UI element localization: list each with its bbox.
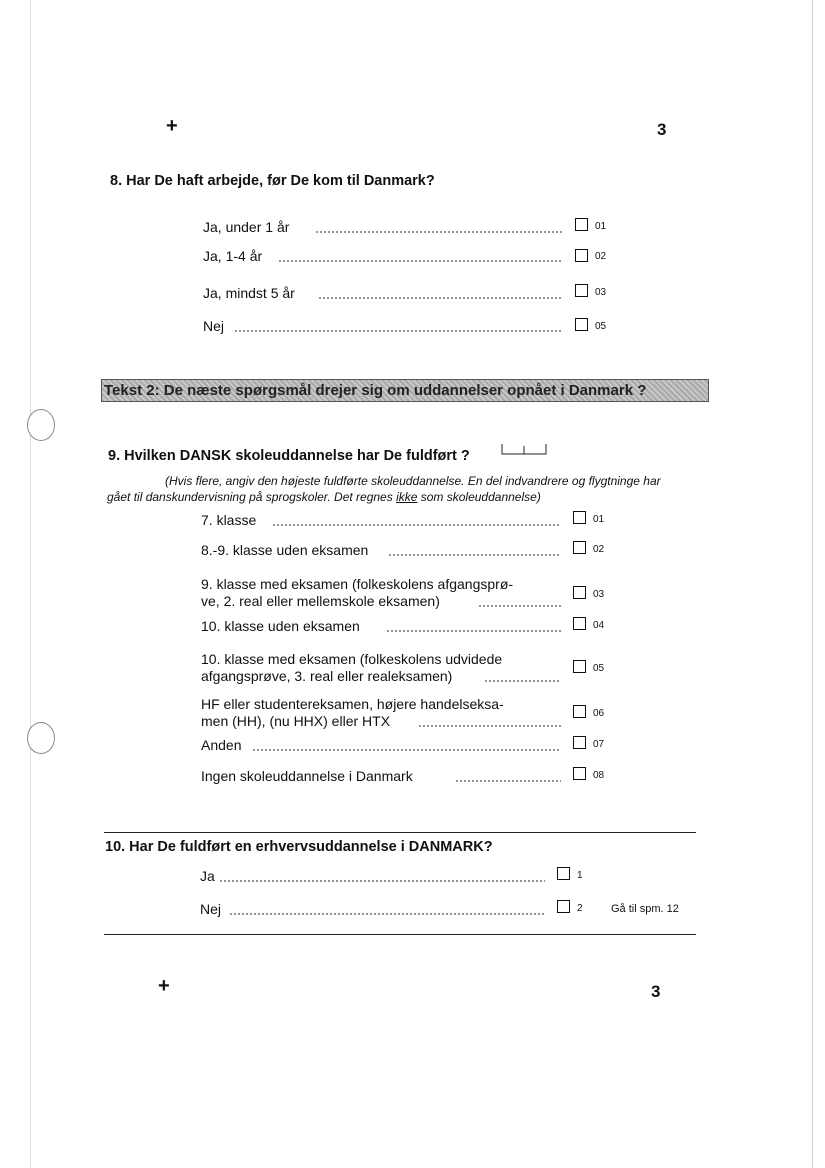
registration-cross-bottom: + (158, 975, 170, 997)
checkbox-q9-07[interactable] (573, 736, 586, 749)
dot-leader (388, 554, 561, 556)
q9-coding-boxes (500, 442, 550, 458)
question-9-title (108, 448, 470, 464)
checkbox-q9-01[interactable] (573, 511, 586, 524)
checkbox-q8-01[interactable] (575, 218, 588, 231)
option-label-line-1: 10. klasse med eksamen (folkeskolens udvidede (201, 651, 503, 667)
option-code: 07 (593, 739, 605, 750)
option-label: Nej (200, 901, 222, 917)
option-code: 03 (593, 589, 605, 600)
option-code: 06 (593, 708, 605, 719)
dot-leader (272, 524, 561, 526)
q10-top-rule (104, 832, 696, 833)
option-label: Nej (203, 318, 225, 334)
question-9-title-tail: ? (460, 448, 470, 464)
dot-leader (252, 749, 561, 751)
option-code: 02 (595, 251, 607, 262)
q9-instruction-line-2 (107, 490, 541, 505)
registration-cross-top: + (166, 115, 178, 137)
page-number-top: 3 (657, 120, 667, 139)
option-code: 01 (593, 514, 605, 525)
option-label: Ja, mindst 5 år (203, 285, 295, 301)
option-code: 04 (593, 620, 605, 631)
option-code: 05 (593, 663, 605, 674)
instruction-emphasis: ikke (396, 490, 418, 504)
checkbox-q9-08[interactable] (573, 767, 586, 780)
checkbox-q8-02[interactable] (575, 249, 588, 262)
dot-leader (219, 880, 545, 882)
dot-leader (455, 780, 561, 782)
option-label-line-2: ve, 2. real eller mellemskole eksamen) (201, 593, 440, 609)
right-page-edge (812, 0, 813, 1168)
option-label: Ingen skoleuddannelse i Danmark (201, 768, 413, 784)
question-10-title: 10. Har De fuldført en erhvervsuddannelse i DANMARK? (105, 839, 493, 855)
dot-leader (315, 231, 563, 233)
checkbox-q10-1[interactable] (557, 867, 570, 880)
option-label: Anden (201, 737, 242, 753)
checkbox-q10-2[interactable] (557, 900, 570, 913)
option-code: 05 (595, 321, 607, 332)
option-label: 8.-9. klasse uden eksamen (201, 542, 369, 558)
option-code: 08 (593, 770, 605, 781)
dot-leader (484, 680, 561, 682)
dot-leader (229, 913, 545, 915)
instruction-text: gået til danskundervisning på sprogskoler. Det regnes (107, 490, 397, 504)
checkbox-q8-03[interactable] (575, 284, 588, 297)
option-code: 02 (593, 544, 605, 555)
checkbox-q9-03[interactable] (573, 586, 586, 599)
option-label: Ja, under 1 år (203, 219, 290, 235)
checkbox-q8-05[interactable] (575, 318, 588, 331)
option-label-line-2: afgangsprøve, 3. real eller realeksamen) (201, 668, 453, 684)
page-number-bottom: 3 (651, 982, 661, 1001)
instruction-text: som skoleuddannelse) (417, 490, 541, 504)
checkbox-q9-04[interactable] (573, 617, 586, 630)
punch-hole-top (27, 409, 55, 441)
option-label: Ja, 1-4 år (203, 248, 263, 264)
question-8-title: 8. Har De haft arbejde, før De kom til Danmark? (110, 173, 435, 189)
q9-instruction-line-1: (Hvis flere, angiv den højeste fuldførte skoleuddannelse. En del indvandrere og flygtninge har (165, 474, 661, 488)
left-page-edge (30, 0, 31, 1168)
dot-leader (478, 605, 561, 607)
dot-leader (278, 260, 563, 262)
checkbox-q9-06[interactable] (573, 705, 586, 718)
dot-leader (318, 297, 563, 299)
question-9-title-text: 9. Hvilken DANSK skoleuddannelse har De fuldført (108, 448, 457, 464)
skip-instruction: Gå til spm. 12 (611, 903, 679, 915)
option-label: 10. klasse uden eksamen (201, 618, 360, 634)
dot-leader (386, 630, 561, 632)
q10-bottom-rule (104, 934, 696, 935)
dot-leader (418, 725, 561, 727)
punch-hole-bottom (27, 722, 55, 754)
option-code: 01 (595, 221, 607, 232)
section-banner-tekst-2: Tekst 2: De næste spørgsmål drejer sig om uddannelser opnået i Danmark ? (101, 379, 709, 402)
option-code: 03 (595, 287, 607, 298)
dot-leader (234, 330, 563, 332)
option-code: 1 (577, 870, 583, 881)
option-label-line-1: HF eller studentereksamen, højere handelseksa- (201, 696, 504, 712)
option-code: 2 (577, 903, 583, 914)
option-label-line-1: 9. klasse med eksamen (folkeskolens afgangsprø- (201, 576, 514, 592)
option-label: 7. klasse (201, 512, 257, 528)
checkbox-q9-02[interactable] (573, 541, 586, 554)
option-label-line-2: men (HH), (nu HHX) eller HTX (201, 713, 391, 729)
option-label: Ja (200, 868, 215, 884)
checkbox-q9-05[interactable] (573, 660, 586, 673)
